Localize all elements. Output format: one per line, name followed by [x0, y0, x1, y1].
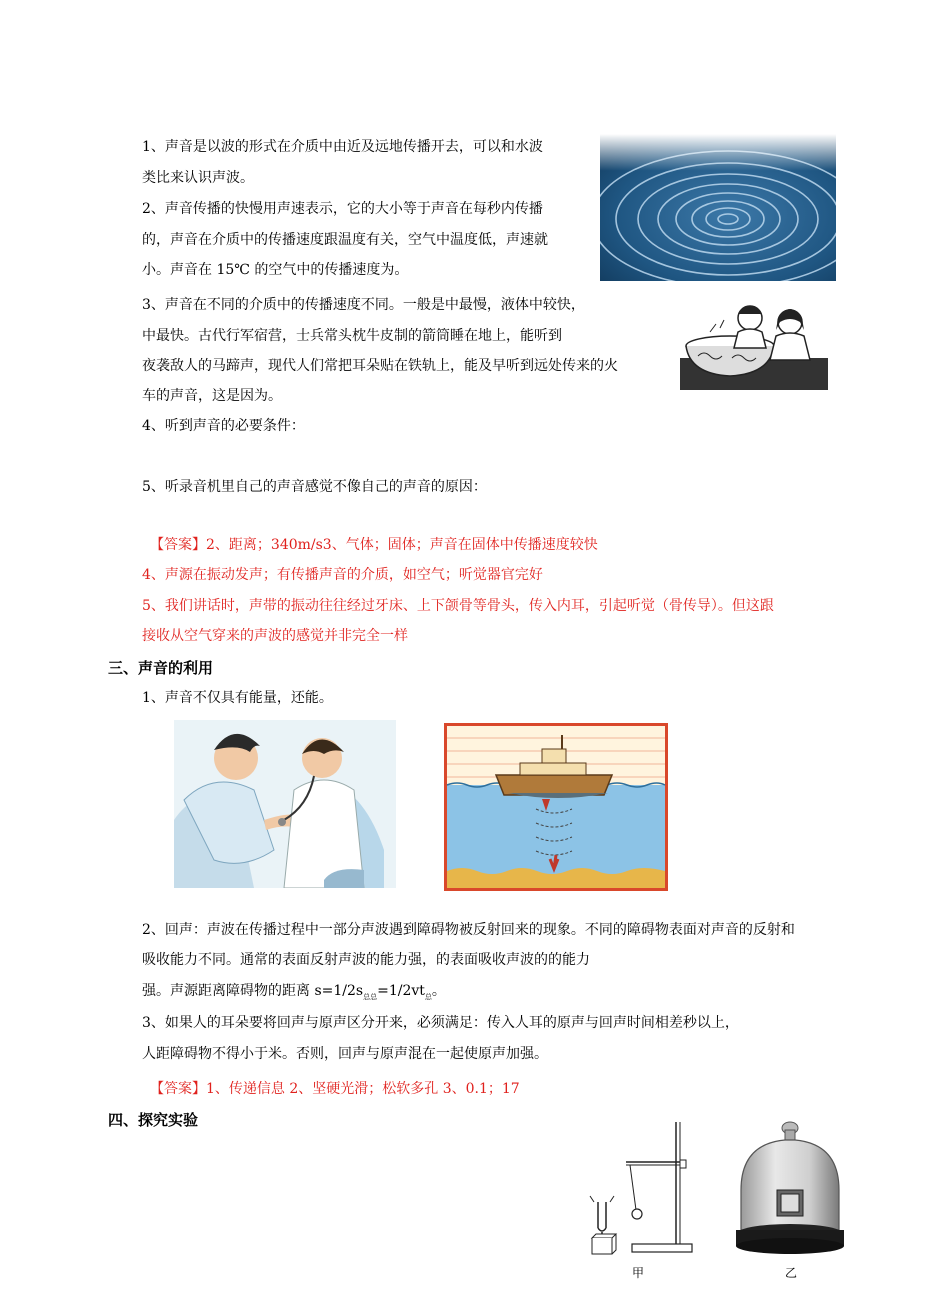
- section-3-answer: 【答案】1、传递信息 2、坚硬光滑；松软多孔 3、0.1；17: [150, 1081, 520, 1097]
- paragraph-2-line-3: 小。声音在 15℃ 的空气中的传播速度为。: [142, 262, 409, 278]
- paragraph-1-line-1: 1、声音是以波的形式在介质中由近及远地传播开去，可以和水波: [142, 139, 543, 155]
- paragraph-3-line-4: 车的声音，这是因为。: [142, 388, 282, 404]
- children-basin-illustration: [680, 296, 828, 390]
- caption-yi: 乙: [785, 1266, 798, 1280]
- paragraph-2-line-1: 2、声音传播的快慢用声速表示，它的大小等于声音在每秒内传播: [142, 201, 543, 217]
- section-3-paragraph-2-line-1: 2、回声：声波在传播过程中一部分声波遇到障碍物被反射回来的现象。不同的障碍物表面对声音的反射和: [142, 922, 795, 938]
- bell-jar-image: [735, 1118, 845, 1258]
- section-3-heading: 三、声音的利用: [108, 659, 214, 677]
- answer-line-3: 5、我们讲话时，声带的振动往往经过牙床、上下颌骨等骨头，传入内耳，引起听觉（骨传导）。但这跟: [142, 598, 774, 614]
- echo-formula-a: 强。声源距离障碍物的距离 s=1/2s: [142, 983, 364, 999]
- section-3-paragraph-2-line-3: [142, 981, 446, 1003]
- echo-formula-c: 。: [431, 983, 446, 999]
- answer-line-1: 【答案】2、距离；340m/s3、气体；固体；声音在固体中传播速度较快: [150, 537, 598, 553]
- ship-sonar-image: [444, 723, 668, 891]
- answer-line-4: 接收从空气穿来的声波的感觉并非完全一样: [142, 628, 408, 644]
- caption-jia: 甲: [632, 1266, 645, 1280]
- section-3-paragraph-2-line-2: 吸收能力不同。通常的表面反射声波的能力强，的表面吸收声波的的能力: [142, 952, 590, 968]
- section-3-paragraph-1: 1、声音不仅具有能量，还能。: [142, 690, 333, 706]
- paragraph-4: 4、听到声音的必要条件：: [142, 418, 305, 434]
- tuning-fork-pendulum-diagram: [588, 1118, 696, 1262]
- paragraph-3-line-2: 中最快。古代行军宿营，士兵常头枕牛皮制的箭筒睡在地上，能听到: [142, 328, 562, 344]
- echo-formula-sub-2: 总: [424, 993, 432, 1001]
- answer-line-2: 4、声源在振动发声；有传播声音的介质，如空气；听觉器官完好: [142, 567, 543, 583]
- section-4-heading: 四、探究实验: [108, 1111, 199, 1129]
- echo-formula-sub-1: 总总: [363, 993, 378, 1001]
- paragraph-5: 5、听录音机里自己的声音感觉不像自己的声音的原因：: [142, 479, 487, 495]
- section-3-paragraph-3-line-1: 3、如果人的耳朵要将回声与原声区分开来，必须满足：传入人耳的原声与回声时间相差秒以上，: [142, 1015, 739, 1031]
- paragraph-1-line-2: 类比来认识声波。: [142, 170, 254, 186]
- paragraph-3-line-1: 3、声音在不同的介质中的传播速度不同。一般是中最慢，液体中较快，: [142, 297, 585, 313]
- section-3-paragraph-3-line-2: 人距障碍物不得小于米。否则，回声与原声混在一起使原声加强。: [142, 1046, 548, 1062]
- doctor-stethoscope-image: [174, 720, 396, 888]
- echo-formula-b: =1/2vt: [377, 983, 425, 999]
- paragraph-2-line-2: 的，声音在介质中的传播速度跟温度有关，空气中温度低，声速就: [142, 232, 548, 248]
- paragraph-3-line-3: 夜袭敌人的马蹄声，现代人们常把耳朵贴在铁轨上，能及早听到远处传来的火: [142, 358, 618, 374]
- water-ripple-image: [600, 134, 836, 281]
